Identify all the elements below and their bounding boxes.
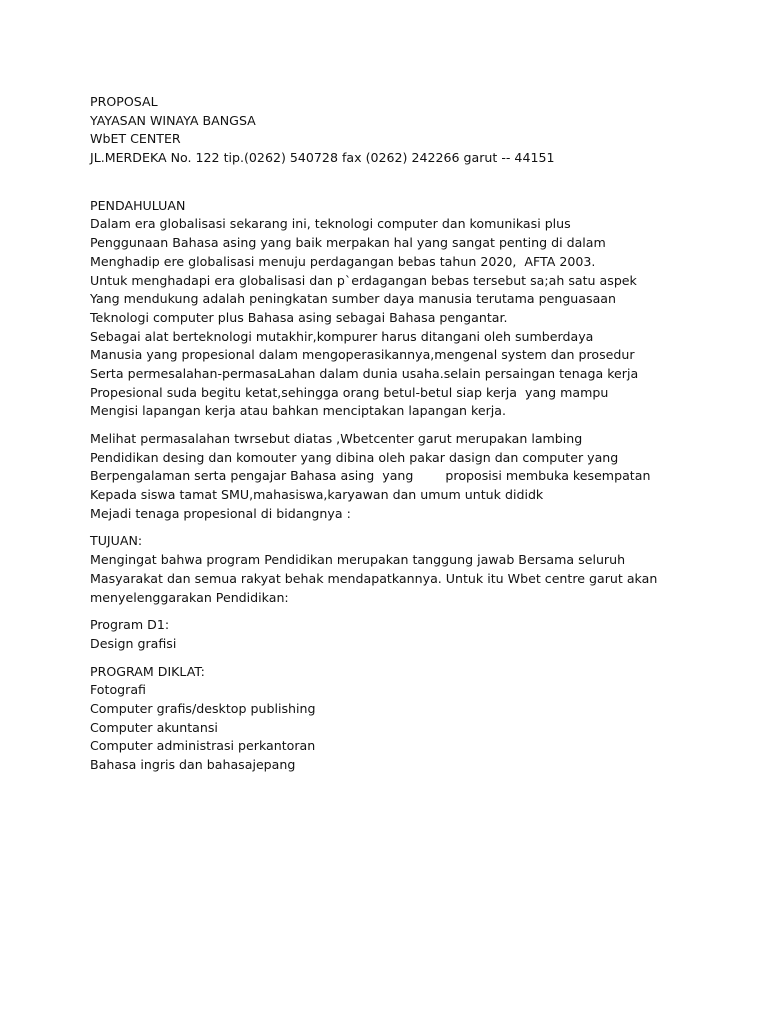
list-item: Design grafisi	[90, 635, 177, 651]
list-item: Computer administrasi perkantoran	[90, 738, 316, 754]
paragraph-line: Pendidikan desing dan komouter yang dibina oleh pakar dasign dan computer yang	[90, 449, 619, 465]
paragraph-line: Berpengalaman serta pengajar Bahasa asing yang proposisi membuka kesempatan	[90, 468, 651, 484]
list-item: Bahasa ingris dan bahasajepang	[90, 757, 296, 772]
section-pendahuluan	[90, 197, 710, 421]
spacer	[90, 654, 710, 663]
section-heading: Program D1:	[90, 617, 170, 633]
spacer	[90, 168, 710, 197]
paragraph-line: Manusia yang propesional dalam mengoperasikannya,mengenal system dan prosedur	[90, 347, 635, 363]
paragraph-line: Untuk menghadapi era globalisasi dan p`erdagangan bebas tersebut sa;ah satu aspek	[90, 272, 637, 288]
paragraph-line: Mengisi lapangan kerja atau bahkan menciptakan lapangan kerja.	[90, 403, 507, 419]
section-heading: TUJUAN:	[90, 533, 143, 549]
spacer	[90, 421, 710, 430]
paragraph-line: Mejadi tenaga propesional di bidangnya :	[90, 505, 351, 521]
paragraph-line: Dalam era globalisasi sekarang ini, teknologi computer dan komunikasi plus	[90, 216, 571, 232]
paragraph-line: Teknologi computer plus Bahasa asing sebagai Bahasa pengantar.	[90, 309, 508, 325]
spacer	[90, 523, 710, 532]
letterhead	[90, 93, 710, 168]
document-title: PROPOSAL	[90, 94, 158, 109]
paragraph-line: Masyarakat dan semua rakyat behak mendapatkannya. Untuk itu Wbet centre garut akan	[90, 570, 658, 586]
paragraph-line: menyelenggarakan Pendidikan:	[90, 589, 289, 605]
section-program-d1	[90, 616, 710, 653]
center-name: WbET CENTER	[90, 131, 181, 147]
paragraph-line: Melihat permasalahan twrsebut diatas ,Wbetcenter garut merupakan lambing	[90, 431, 583, 446]
spacer	[90, 607, 710, 616]
list-item: Computer akuntansi	[90, 719, 218, 735]
paragraph-line: Propesional suda begitu ketat,sehingga orang betul-betul siap kerja yang mampu	[90, 384, 609, 400]
paragraph-line: Yang mendukung adalah peningkatan sumber daya manusia terutama penguasaan	[90, 291, 616, 307]
address-line: JL.MERDEKA No. 122 tip.(0262) 540728 fax (0262) 242266 garut -- 44151	[90, 150, 555, 166]
paragraph-line: Penggunaan Bahasa asing yang baik merpakan hal yang sangat penting di dalam	[90, 235, 606, 251]
paragraph-line: Mengingat bahwa program Pendidikan merupakan tanggung jawab Bersama seluruh	[90, 552, 626, 568]
section-tujuan	[90, 532, 710, 607]
paragraph-line: Kepada siswa tamat SMU,mahasiswa,karyawan dan umum untuk dididk	[90, 487, 544, 503]
section-program-diklat	[90, 663, 710, 775]
section-heading: PROGRAM DIKLAT:	[90, 663, 205, 679]
section-melihat	[90, 430, 710, 523]
organization-name: YAYASAN WINAYA BANGSA	[90, 112, 256, 128]
section-heading: PENDAHULUAN	[90, 197, 186, 213]
paragraph-line: Menghadip ere globalisasi menuju perdagangan bebas tahun 2020, AFTA 2003.	[90, 253, 596, 269]
paragraph-line: Sebagai alat berteknologi mutakhir,kompurer harus ditangani oleh sumberdaya	[90, 328, 594, 344]
paragraph-line: Serta permesalahan-permasaLahan dalam dunia usaha.selain persaingan tenaga kerja	[90, 365, 639, 381]
document-page	[90, 93, 710, 775]
list-item: Computer grafis/desktop publishing	[90, 700, 316, 716]
list-item: Fotografi	[90, 682, 146, 698]
